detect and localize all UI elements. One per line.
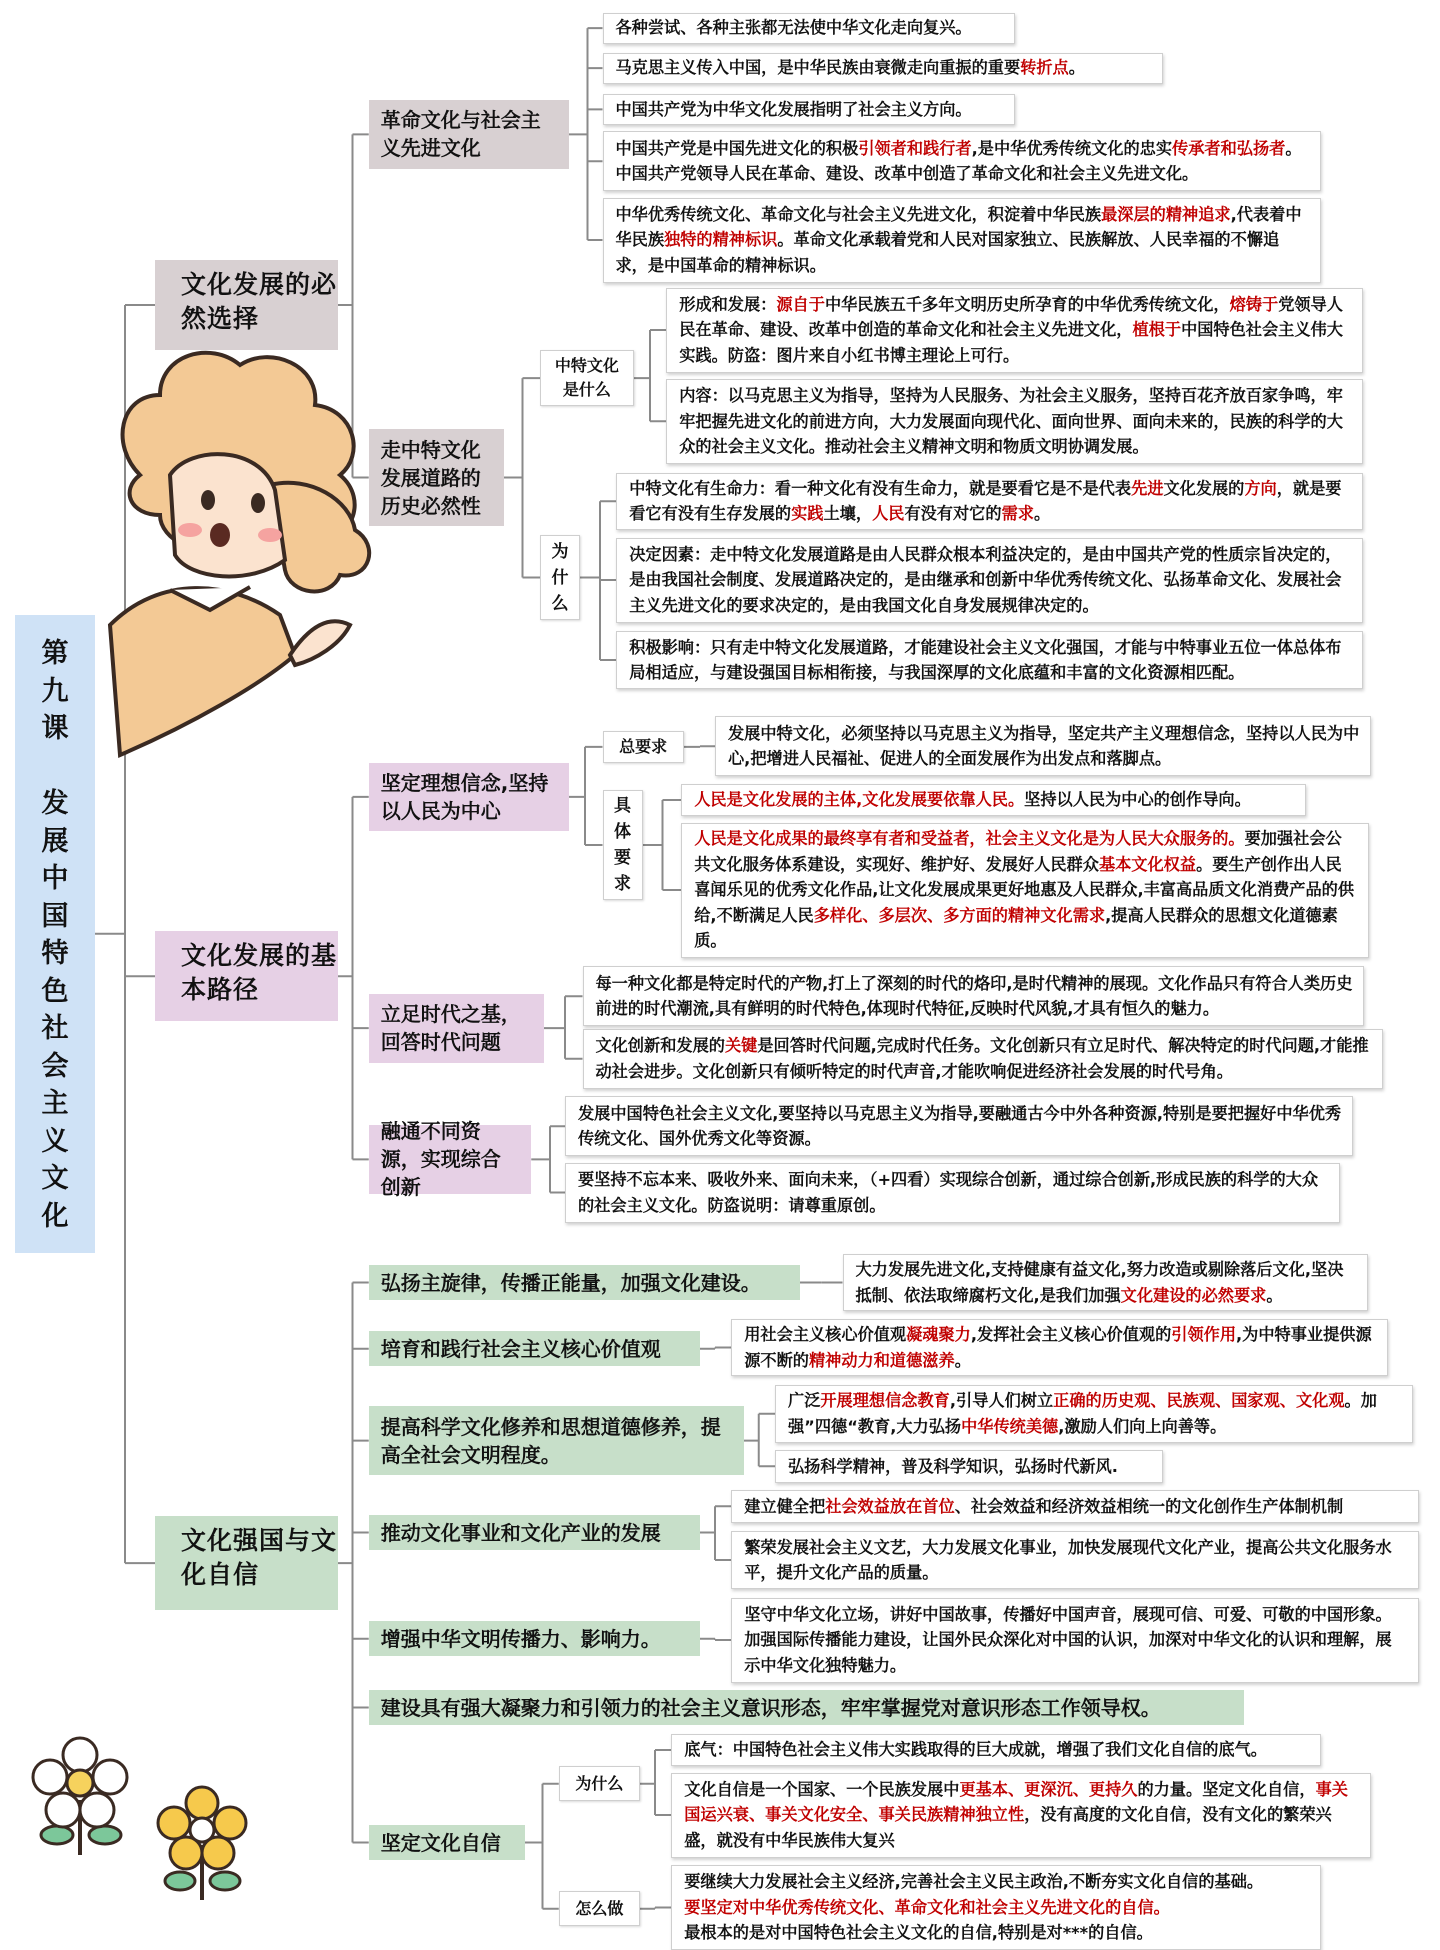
text-segment: 文化强国与文化自信: [181, 1526, 338, 1590]
text-segment: 决定因素：走中特文化发展道路是由人民群众根本利益决定的，是由中国共产党的性质宗旨决定的，是由我国社会制度、发展道路决定的，是由继承和创新中华优秀传统文化、弘扬革命文化、发展社会主义先进文化的要求决定的，是由我国文化自身发展规律决定的。: [629, 544, 1342, 615]
text-segment: 。: [1033, 504, 1051, 524]
text-segment: 第九课: [41, 638, 69, 744]
text-segment: 弘扬主旋律，传播正能量，加强文化建设。: [380, 1270, 761, 1295]
text-segment: 怎么做: [575, 1898, 624, 1918]
text-segment: 最根本的是对中国特色社会主义文化的自信,特别是对***的自信。: [684, 1923, 1153, 1943]
highlighted-text: 熔铸于: [1229, 294, 1279, 314]
node-text: [856, 1257, 1357, 1308]
text-segment: 要继续大力发展社会主义经济,完善社会主义民主政治,不断夯实文化自信的基础。: [684, 1872, 1264, 1892]
text-segment: 文化自信是一个国家、一个民族发展中: [684, 1779, 960, 1799]
text-segment: 坚守中华文化立场，讲好中国故事，传播好中国声音，展现可信、可爱、可敬的中国形象。加强国际传播能力建设，让国外民众深化对中国的认识，加深对中华文化的认识和理解，展示中华文化独特魅力。: [744, 1604, 1392, 1675]
leaf-note: [843, 1254, 1368, 1312]
text-segment: 文化创新和发展的: [595, 1036, 725, 1056]
highlighted-text: 文化建设的必然要求: [1120, 1285, 1267, 1305]
text-segment: ,激励人们向上向善等。: [1058, 1416, 1227, 1436]
leaf-note: [775, 1385, 1413, 1443]
node-text: [616, 97, 972, 123]
text-segment: 为什么: [575, 1773, 624, 1793]
node-text: [381, 1000, 532, 1056]
text-segment: 底气：中国特色社会主义伟大实践取得的巨大成就，增强了我们文化自信的底气。: [684, 1740, 1267, 1760]
leaf-note: [616, 538, 1362, 623]
node-text: [679, 292, 1351, 369]
node-text: [684, 1777, 1360, 1854]
node-text: [381, 769, 557, 825]
text-segment: 。加强”四德“教育,大力弘扬: [788, 1391, 1377, 1436]
text-segment: 中华民族五千多年文明历史所孕育的中华优秀传统文化，: [824, 294, 1230, 314]
leaf-note: [565, 1096, 1353, 1156]
subtopic-specific-requirements: [603, 790, 643, 900]
leaf-note: [603, 131, 1322, 191]
highlighted-text: 要坚定对中华优秀传统文化、革命文化和社会主义先进文化的自信。: [684, 1897, 1170, 1917]
text-segment: 提高科学文化修养和思想道德修养，提高全社会文明程度。: [380, 1414, 721, 1467]
topic-ideology: [369, 1690, 1244, 1725]
highlighted-text: 传承者和弘扬者: [1172, 138, 1286, 158]
text-segment: 建设具有强大凝聚力和引领力的社会主义意识形态，牢牢掌握党对意识形态工作领导权。: [380, 1695, 1161, 1720]
node-text: [616, 136, 1311, 187]
subtopic-general-requirement: [603, 731, 684, 762]
highlighted-text: 实践: [791, 504, 824, 524]
text-segment: 。中国共产党领导人民在革命、建设、改革中创造了革命文化和社会主义先进文化。: [615, 138, 1302, 184]
highlighted-text: 源自于: [776, 294, 825, 314]
node-text: [381, 1694, 1161, 1722]
node-text: [612, 793, 634, 897]
text-segment: 融通不同资源，实现综合创新: [380, 1119, 501, 1200]
node-text: [381, 436, 492, 520]
leaf-note: [681, 823, 1369, 958]
highlighted-text: 方向: [1244, 478, 1277, 498]
node-text: [381, 1519, 661, 1547]
text-segment: ,为中特事业提供源源不断的: [744, 1325, 1372, 1370]
node-text: [578, 1101, 1342, 1152]
text-segment: 要加强社会公共文化服务体系建设，实现好、维护好、发展好人民群众: [694, 829, 1342, 874]
cartoon-girl-illustration: [100, 325, 390, 765]
highlighted-text: 独特的精神标识: [664, 230, 778, 250]
node-text: [629, 542, 1351, 619]
node-text: [684, 1737, 1267, 1763]
leaf-note: [616, 631, 1362, 689]
leaf-note: [681, 784, 1306, 817]
text-segment: 文化发展的: [1163, 478, 1245, 498]
node-text: [381, 1829, 501, 1857]
topic-communication: [369, 1621, 700, 1656]
node-text: [684, 1869, 1263, 1946]
highlighted-text: 人民是文化发展的主体,文化发展要依靠人民。: [694, 790, 1025, 810]
node-text: [596, 1033, 1372, 1084]
node-text: [744, 1494, 1343, 1520]
text-segment: ，没有高度的文化自信，没有文化的繁荣兴盛，就没有中华民族伟大复兴: [684, 1805, 1332, 1850]
text-segment: ，就是要看它有没有生存发展的: [629, 478, 1342, 524]
highlighted-text: 引领作用: [1171, 1325, 1237, 1344]
text-segment: 弘扬科学精神，普及科学知识，弘扬时代新风.: [788, 1456, 1118, 1476]
node-text: [381, 1625, 661, 1653]
text-segment: 推动文化事业和文化产业的发展: [380, 1520, 661, 1545]
node-text: [181, 1526, 337, 1589]
text-segment: ,是中华优秀传统文化的忠实: [971, 138, 1173, 158]
text-segment: 中国共产党为中华文化发展指明了社会主义方向。: [615, 99, 972, 119]
subtopic-how: [559, 1891, 640, 1926]
topic-people-centered: [369, 763, 569, 832]
highlighted-text: 凝魂聚力: [906, 1325, 971, 1344]
text-segment: 繁荣发展社会主义文艺，大力发展文化事业，加快发展现代文化产业，提高公共文化服务水平，提升文化产品的质量。: [744, 1537, 1392, 1582]
text-segment: 文化发展的必然选择: [181, 270, 338, 333]
node-text: [629, 476, 1351, 527]
node-text: [744, 1322, 1376, 1373]
text-segment: 要坚持不忘本来、吸收外来、面向未来，（+四看）实现综合创新，通过综合创新,形成民族的科学的大众的社会主义文化。防盗说明：请尊重原创。: [578, 1170, 1319, 1215]
text-segment: 坚持以人民为中心的创作导向。: [1024, 790, 1251, 810]
node-text: [575, 1772, 623, 1796]
branch-basic-path: [155, 931, 338, 1021]
highlighted-text: 事关国运兴衰、事关文化安全、事关民族精神独立性: [684, 1779, 1348, 1825]
text-segment: 。: [1068, 58, 1085, 78]
node-text: [549, 539, 571, 617]
leaf-note: [731, 1531, 1419, 1589]
node-text: [616, 55, 1085, 81]
node-text: [381, 1269, 761, 1297]
leaf-note: [583, 1029, 1383, 1089]
text-segment: 坚定理想信念,坚持以人民为中心: [380, 770, 549, 823]
leaf-note: [775, 1450, 1163, 1483]
node-text: [42, 638, 69, 1232]
topic-core-values: [369, 1331, 700, 1366]
text-segment: 中华优秀传统文化、革命文化与社会主义先进文化，积淀着中华民族: [615, 204, 1102, 224]
text-segment: 用社会主义核心价值观: [744, 1325, 907, 1344]
leaf-note: [603, 94, 1016, 125]
topic-main-melody: [369, 1265, 800, 1300]
text-segment: 增强中华文明传播力、影响力。: [380, 1626, 661, 1651]
text-segment: 形成和发展：: [679, 294, 777, 314]
text-segment: 。: [1266, 1285, 1283, 1305]
highlighted-text: 最深层的精神追求: [1101, 204, 1231, 224]
text-segment: 广泛: [788, 1391, 821, 1411]
subtopic-what-is: [540, 350, 634, 406]
text-segment: 的力量。坚定文化自信，: [1137, 1779, 1316, 1799]
highlighted-text: 人民是文化成果的最终享有者和受益者，社会主义文化是为人民大众服务的。: [694, 829, 1245, 849]
text-segment: 大力发展先进文化,支持健康有益文化,努力改造或剔除落后文化,坚决抵制、依法取缔腐朽文化,是我们加强: [855, 1260, 1344, 1305]
text-segment: ,发挥社会主义核心价值观的: [970, 1325, 1172, 1344]
node-text: [547, 354, 627, 402]
leaf-note: [603, 53, 1163, 84]
node-text: [381, 106, 557, 162]
text-segment: 中国特色社会主义伟大实践。防盗：图片来自小红书博主理论上可行。: [679, 320, 1343, 365]
topic-integrated-innovation: [369, 1119, 532, 1200]
branch-cultural-power-confidence: [155, 1516, 338, 1610]
highlighted-text: 引领者和践行者: [858, 138, 972, 158]
text-segment: 立足时代之基，回答时代问题: [380, 1002, 521, 1055]
text-segment: 文化发展的基本路径: [181, 941, 338, 1005]
highlighted-text: 开展理想信念教育: [820, 1391, 950, 1411]
text-segment: 。革命文化承载着党和人民对国家独立、民族解放、人民幸福的不懈追求，是中国革命的精神标识。: [615, 230, 1280, 275]
highlighted-text: 正确的历史观、民族观、国家观、文化观: [1053, 1391, 1345, 1411]
highlighted-text: 社会效益放在首位: [825, 1496, 955, 1516]
highlighted-text: 多样化、多层次、多方面的精神文化需求: [813, 905, 1106, 925]
topic-era-questions: [369, 994, 544, 1063]
node-text: [694, 787, 1251, 813]
highlighted-text: 中华传统美德: [961, 1416, 1059, 1436]
subtopic-why: [559, 1766, 640, 1801]
leaf-note: [671, 1773, 1371, 1858]
yellow-flower-illustration: [150, 1785, 255, 1905]
node-text: [694, 826, 1358, 954]
text-segment: 发展中特文化，必须坚持以马克思主义为指导，坚定共产主义理想信念，坚持以人民为中心,把增进人民福祉、促进人的全面发展作为出发点和落脚点。: [728, 723, 1360, 769]
highlighted-text: 关键: [725, 1036, 758, 1056]
highlighted-text: 植根于: [1132, 320, 1182, 340]
text-segment: 马克思主义传入中国，是中华民族由衰微走向重振的重要: [615, 58, 1021, 78]
highlighted-text: 基本文化权益: [1098, 854, 1197, 874]
leaf-note: [565, 1163, 1340, 1223]
text-segment: 培育和践行社会主义核心价值观: [380, 1336, 661, 1361]
node-text: [381, 1335, 661, 1363]
text-segment: 中特文化有生命力：看一种文化有没有生命力，就是要看它是不是代表: [629, 478, 1132, 498]
white-flower-illustration: [25, 1735, 140, 1860]
topic-cultivation: [369, 1406, 744, 1475]
node-text: [575, 1897, 623, 1921]
text-segment: 。: [954, 1350, 971, 1370]
text-segment: 为什么: [551, 541, 569, 614]
topic-cultural-industry: [369, 1515, 700, 1550]
text-segment: 是回答时代问题,完成时代任务。文化创新只有立足时代、解决特定的时代问题,才能推动社会进步。文化创新只有倾听特定的时代声音,才能吹响促进经济社会发展的时代号角。: [595, 1036, 1369, 1081]
text-segment: 革命文化与社会主义先进文化: [380, 108, 541, 161]
node-text: [596, 971, 1353, 1022]
text-segment: ,代表着中华民族: [615, 204, 1302, 250]
leaf-note: [603, 198, 1322, 283]
node-text: [619, 735, 667, 759]
node-text: [629, 635, 1351, 686]
node-text: [381, 1413, 732, 1469]
node-text: [381, 1117, 520, 1201]
node-text: [679, 383, 1351, 460]
node-text: [728, 721, 1360, 772]
text-segment: ,提高人民群众的思想文化道德素质。: [694, 905, 1338, 951]
text-segment: 坚定文化自信: [380, 1830, 501, 1855]
node-text: [578, 1167, 1329, 1218]
leaf-note: [671, 1865, 1321, 1950]
text-segment: 、社会效益和经济效益相统一的文化创作生产体制机制: [954, 1496, 1344, 1516]
highlighted-text: 需求: [1001, 504, 1034, 524]
leaf-note: [671, 1734, 1321, 1767]
node-text: [181, 270, 337, 333]
node-text: [788, 1454, 1118, 1480]
node-text: [744, 1535, 1408, 1586]
highlighted-text: 先进: [1131, 478, 1164, 498]
text-segment: 建立健全把: [744, 1496, 826, 1516]
text-segment: 总要求: [619, 736, 668, 756]
node-text: [616, 15, 972, 41]
branch-inevitable-choice: [155, 260, 338, 350]
leaf-note: [603, 13, 1016, 44]
text-segment: 积极影响：只有走中特文化发展道路，才能建设社会主义文化强国，才能与中特事业五位一体总体布局相适应，与建设强国目标相衔接，与我国深厚的文化底蕴和丰富的文化资源相匹配。: [629, 637, 1342, 682]
highlighted-text: 转折点: [1020, 58, 1069, 78]
leaf-note: [666, 288, 1362, 373]
text-segment: 具体要求: [614, 796, 631, 894]
text-segment: 发展中国特色社会主义文化: [41, 788, 69, 1232]
topic-revolutionary-advanced-culture: [369, 100, 569, 169]
text-segment: 有没有对它的: [904, 504, 1002, 524]
text-segment: 党领导人民在革命、建设、改革中创造的革命文化和社会主义先进文化，: [679, 294, 1343, 340]
text-segment: 发展中国特色社会主义文化,要坚持以马克思主义为指导,要融通古今中外各种资源,特别是要把握好中华优秀传统文化、国外优秀文化等资源。: [578, 1103, 1342, 1149]
lesson-title: [15, 615, 95, 1253]
highlighted-text: 人民: [872, 504, 905, 524]
topic-cultural-confidence: [369, 1825, 525, 1860]
leaf-note: [731, 1598, 1419, 1683]
text-segment: 各种尝试、各种主张都无法使中华文化走向复兴。: [615, 18, 972, 38]
node-text: [744, 1602, 1408, 1679]
text-segment: ,引导人们树立: [949, 1391, 1054, 1411]
leaf-note: [731, 1490, 1419, 1523]
subtopic-why: [540, 535, 580, 620]
text-segment: 走中特文化发展道路的历史必然性: [380, 437, 481, 518]
leaf-note: [715, 716, 1371, 776]
text-segment: 中国共产党是中国先进文化的积极: [615, 138, 859, 158]
topic-historical-necessity: [369, 429, 504, 527]
leaf-note: [616, 473, 1362, 531]
leaf-note: [731, 1319, 1387, 1377]
leaf-note: [583, 966, 1364, 1026]
node-text: [788, 1388, 1402, 1439]
leaf-note: [666, 379, 1362, 464]
node-text: [616, 202, 1311, 279]
text-segment: 每一种文化都是特定时代的产物,打上了深刻的时代的烙印,是时代精神的展现。文化作品只有符合人类历史前进的时代潮流,具有鲜明的时代特色,体现时代特征,反映时代风貌,才具有恒久的魅力。: [595, 973, 1353, 1019]
highlighted-text: 精神动力和道德滋养: [809, 1350, 955, 1370]
text-segment: 中特文化是什么: [554, 356, 619, 400]
text-segment: 内容：以马克思主义为指导，坚持为人民服务、为社会主义服务，坚持百花齐放百家争鸣，牢牢把握先进文化的前进方向，大力发展面向现代化、面向世界、面向未来的，民族的科学的大众的社会主义文化。推动社会主义精神文明和物质文明协调发展。: [679, 386, 1343, 456]
highlighted-text: 更基本、更深沉、更持久: [959, 1779, 1138, 1799]
text-segment: 土壤，: [823, 504, 873, 524]
node-text: [181, 941, 337, 1004]
text-segment: 。要生产创作出人民喜闻乐见的优秀文化作品,让文化发展成果更好地惠及人民群众,丰富高品质文化消费产品的供给,不断满足人民: [694, 854, 1355, 925]
